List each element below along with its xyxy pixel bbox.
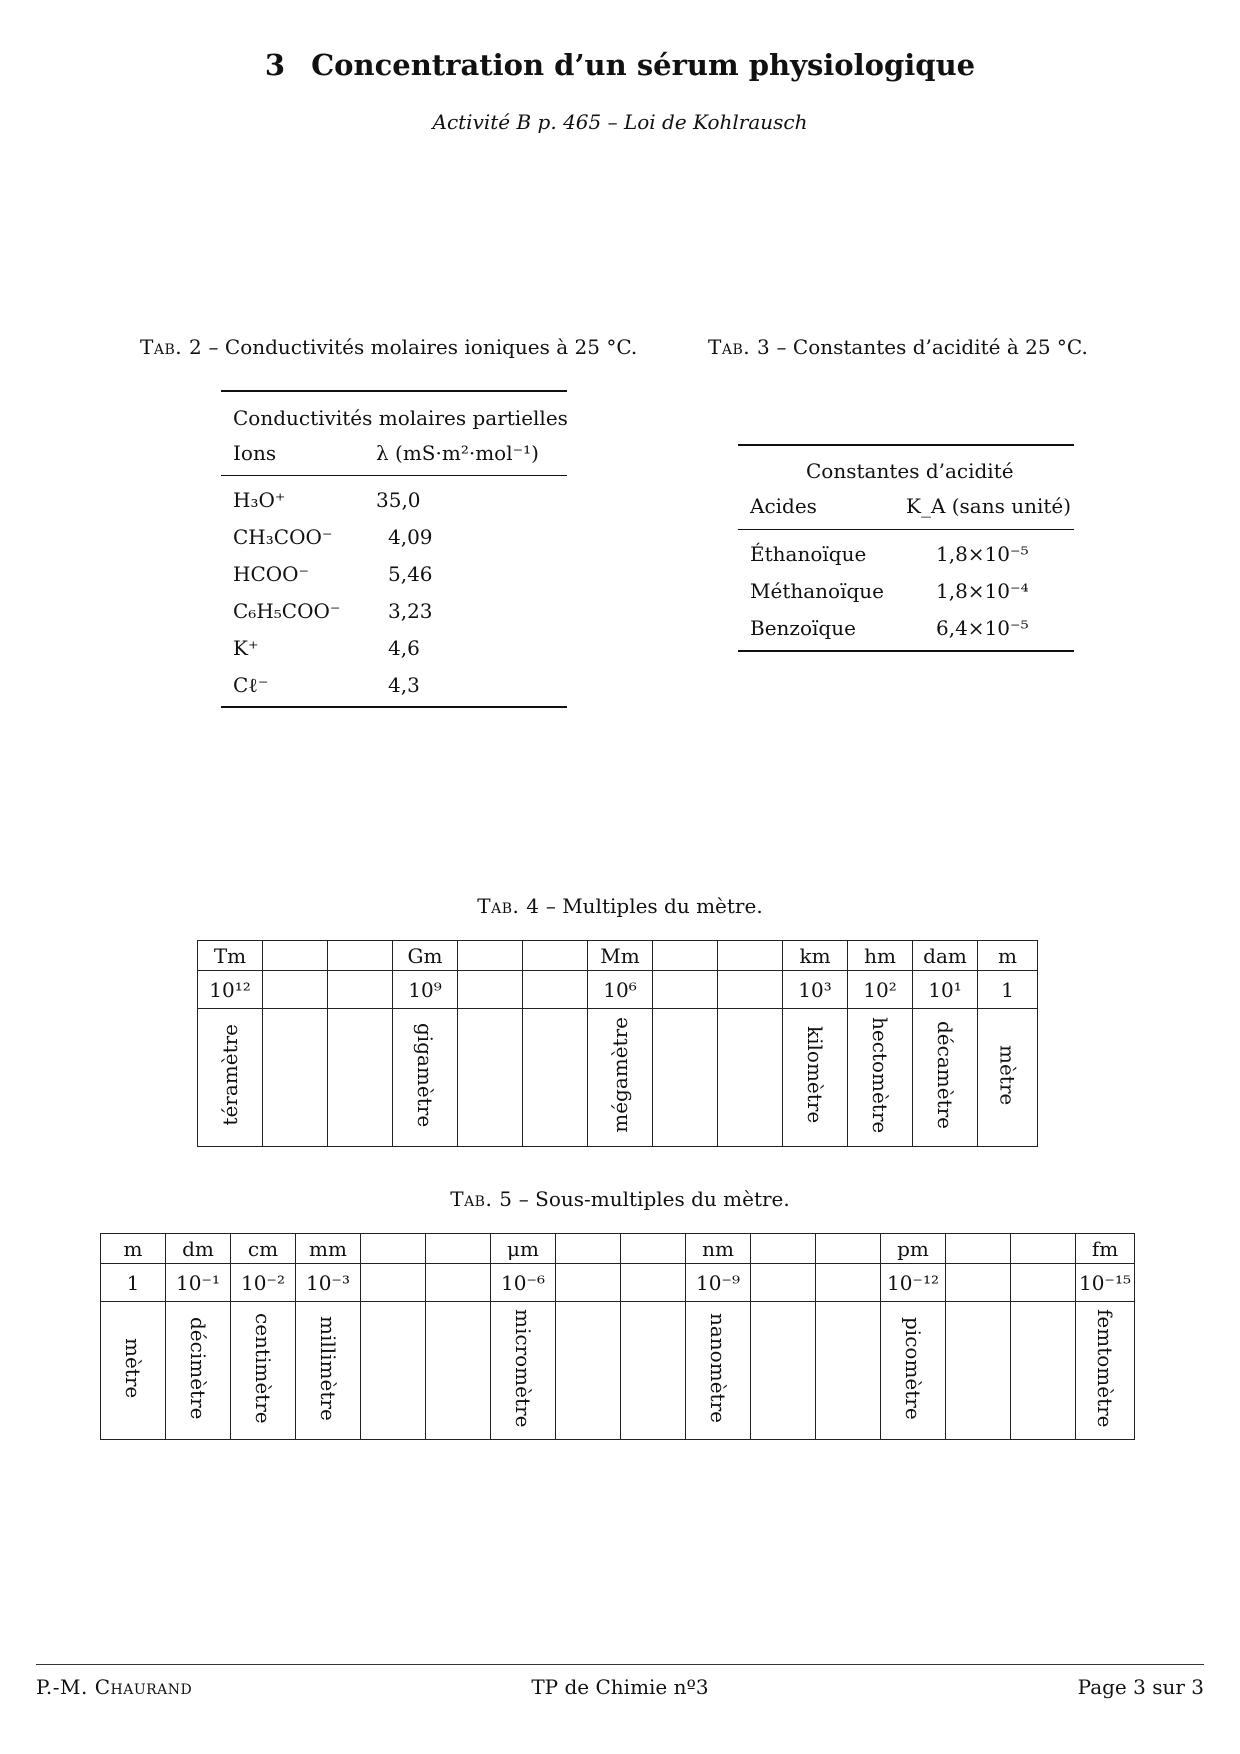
tab4-caption-text: – Multiples du mètre. (539, 894, 763, 918)
tab2-table (221, 390, 567, 708)
tab2-top-rule (221, 390, 567, 392)
tab4-name-cell (718, 1009, 783, 1147)
tab4-power-cell: 10² (848, 971, 913, 1009)
tab5-name-cell (1011, 1302, 1076, 1440)
tab5-name-cell (166, 1302, 231, 1440)
tab5-name-cell (296, 1302, 361, 1440)
tab5-name: millimètre (316, 1315, 340, 1421)
tab4-symbol-cell: km (783, 941, 848, 971)
tab5-power-cell (361, 1264, 426, 1302)
tab3-group-header: Constantes d’acidité (806, 459, 1014, 483)
tab4-symbol-cell: Mm (588, 941, 653, 971)
tab4-symbol-cell: hm (848, 941, 913, 971)
tab2-col-lambda: λ (mS·m²·mol⁻¹) (376, 441, 539, 465)
tab5-power-cell: 10⁻¹⁵ (1076, 1264, 1135, 1302)
tab4-power-cell: 10⁹ (393, 971, 458, 1009)
tab4-name: gigamètre (413, 1022, 437, 1128)
tab4-power-cell: 10⁶ (588, 971, 653, 1009)
tab4-symbol-cell (328, 941, 393, 971)
tab5-symbol-cell (1011, 1234, 1076, 1264)
tab2-mid-rule (221, 475, 567, 476)
section-number: 3 (264, 48, 286, 82)
tab4-power-cell: 10³ (783, 971, 848, 1009)
footer-page-number: Page 3 sur 3 (1077, 1675, 1204, 1699)
tab4-name-cell (913, 1009, 978, 1147)
tab3-ka: 1,8×10⁻⁵ (936, 542, 1029, 566)
section-heading (0, 48, 1240, 82)
tab2-col-ions: Ions (233, 441, 277, 465)
tab4-symbol-cell: m (978, 941, 1038, 971)
tab3-col-ka: K_A (sans unité) (906, 494, 1072, 518)
tab5-symbol-cell: nm (686, 1234, 751, 1264)
tab2-ion: K⁺ (233, 636, 259, 660)
tab5-caption (0, 1187, 1240, 1211)
tab4-symbol-cell (263, 941, 328, 971)
tab5-symbol-cell: pm (881, 1234, 946, 1264)
tab5-name-cell (491, 1302, 556, 1440)
tab5-symbol-cell (556, 1234, 621, 1264)
tab5-symbol-cell (361, 1234, 426, 1264)
tab4-name: téramètre (218, 1024, 242, 1126)
tab5-power-cell (556, 1264, 621, 1302)
tab4-name-cell (198, 1009, 263, 1147)
tab4-symbol-cell: Tm (198, 941, 263, 971)
tab2-caption (140, 335, 637, 359)
tab2-caption-text: – Conductivités molaires ioniques à 25 °C. (202, 335, 638, 359)
tab5-symbol-cell: dm (166, 1234, 231, 1264)
tab2-value: 4,3 (388, 673, 420, 697)
tab5-name-cell (816, 1302, 881, 1440)
tab4-name-cell (263, 1009, 328, 1147)
section-title: Concentration d’un sérum physiologique (311, 48, 976, 82)
tab5-name-cell (426, 1302, 491, 1440)
tab5-power-cell (426, 1264, 491, 1302)
tab5-name-cell (881, 1302, 946, 1440)
tab4-name: kilomètre (803, 1026, 827, 1124)
tab4-name-cell (328, 1009, 393, 1147)
tab3-top-rule (738, 444, 1074, 446)
tab5-name-cell (686, 1302, 751, 1440)
tab4-name-cell (523, 1009, 588, 1147)
tab2-ion: Cℓ⁻ (233, 673, 269, 697)
tab5-symbol-cell: fm (1076, 1234, 1135, 1264)
tab5-name-cell (946, 1302, 1011, 1440)
tab4-name: mètre (995, 1044, 1020, 1106)
tab4-symbol-cell (718, 941, 783, 971)
tab5-symbol-cell (816, 1234, 881, 1264)
tab5-power-cell (1011, 1264, 1076, 1302)
tab5-name: décimètre (186, 1316, 210, 1420)
tab3-caption-label: Tab. 3 (708, 335, 771, 359)
tab5-symbol-cell: mm (296, 1234, 361, 1264)
tab3-caption (708, 335, 1088, 359)
tab3-table (738, 444, 1074, 654)
tab4-name-cell (783, 1009, 848, 1147)
tab4-name: mégamètre (608, 1017, 632, 1133)
section-subtitle: Activité B p. 465 – Loi de Kohlrausch (432, 110, 808, 134)
tab4-name-cell (458, 1009, 523, 1147)
tab5-name-cell (1076, 1302, 1135, 1440)
tab5-name: centimètre (251, 1312, 275, 1424)
tab5-name: femtomètre (1093, 1308, 1117, 1428)
tab5-power-cell: 10⁻¹ (166, 1264, 231, 1302)
tab4-power-cell: 10¹ (913, 971, 978, 1009)
tab5-name: mètre (121, 1337, 145, 1399)
tab3-ka: 6,4×10⁻⁵ (936, 616, 1029, 640)
tab5-symbol-cell: m (101, 1234, 166, 1264)
tab4-power-cell (718, 971, 783, 1009)
tab5-name-cell (556, 1302, 621, 1440)
tab5-power-cell: 10⁻⁶ (491, 1264, 556, 1302)
tab5-symbol-cell (751, 1234, 816, 1264)
tab5-table (100, 1233, 1135, 1440)
tab5-symbol-cell (621, 1234, 686, 1264)
footer-rule (36, 1664, 1204, 1665)
tab5-name: picomètre (901, 1316, 925, 1420)
tab4-symbol-cell (653, 941, 718, 971)
tab5-power-cell (946, 1264, 1011, 1302)
tab5-name-cell (751, 1302, 816, 1440)
tab4-power-cell (653, 971, 718, 1009)
tab4-power-cell: 10¹² (198, 971, 263, 1009)
tab3-acid: Méthanoïque (750, 579, 884, 603)
tab5-symbol-cell: cm (231, 1234, 296, 1264)
tab5-power-cell: 10⁻³ (296, 1264, 361, 1302)
tab4-symbol-cell: dam (913, 941, 978, 971)
tab3-mid-rule (738, 529, 1074, 530)
tab2-bottom-rule (221, 706, 567, 708)
tab4-symbol-cell (523, 941, 588, 971)
tab5-name-cell (621, 1302, 686, 1440)
tab4-name-cell (393, 1009, 458, 1147)
tab2-ion: CH₃COO⁻ (233, 525, 333, 549)
tab2-ion: H₃O⁺ (233, 488, 286, 512)
tab2-value: 4,09 (388, 525, 433, 549)
tab5-power-cell (751, 1264, 816, 1302)
tab2-value: 4,6 (388, 636, 420, 660)
tab5-caption-label: Tab. 5 (450, 1187, 513, 1211)
tab2-value: 3,23 (388, 599, 433, 623)
tab5-name-cell (231, 1302, 296, 1440)
tab5-power-cell: 1 (101, 1264, 166, 1302)
tab3-bottom-rule (738, 650, 1074, 652)
tab5-symbol-cell (946, 1234, 1011, 1264)
tab5-name: micromètre (511, 1308, 535, 1428)
tab5-name-cell (101, 1302, 166, 1440)
tab3-ka: 1,8×10⁻⁴ (936, 579, 1029, 603)
footer-course: TP de Chimie nº3 (531, 1675, 709, 1699)
tab5-power-cell (816, 1264, 881, 1302)
tab5-power-cell: 10⁻¹² (881, 1264, 946, 1302)
tab2-ion: HCOO⁻ (233, 562, 310, 586)
tab4-power-cell (263, 971, 328, 1009)
tab3-acid: Éthanoïque (750, 542, 867, 566)
footer-author: P.-M. Chaurand (36, 1675, 193, 1699)
tab4-name: décamètre (933, 1021, 957, 1129)
tab4-name-cell (978, 1009, 1038, 1147)
tab2-group-header: Conductivités molaires partielles (233, 406, 568, 430)
tab5-power-cell: 10⁻² (231, 1264, 296, 1302)
tab4-power-cell (523, 971, 588, 1009)
tab4-power-cell (458, 971, 523, 1009)
tab2-value: 35,0 (376, 488, 421, 512)
tab4-symbol-cell: Gm (393, 941, 458, 971)
tab3-acid: Benzoïque (750, 616, 856, 640)
tab4-caption (0, 894, 1240, 918)
tab4-name-cell (653, 1009, 718, 1147)
tab4-name-cell (848, 1009, 913, 1147)
tab2-ion: C₆H₅COO⁻ (233, 599, 341, 623)
tab5-power-cell: 10⁻⁹ (686, 1264, 751, 1302)
tab4-name-cell (588, 1009, 653, 1147)
tab5-name-cell (361, 1302, 426, 1440)
tab4-power-cell (328, 971, 393, 1009)
tab3-caption-text: – Constantes d’acidité à 25 °C. (770, 335, 1088, 359)
tab4-table (197, 940, 1038, 1147)
tab2-value: 5,46 (388, 562, 433, 586)
tab3-col-acides: Acides (750, 494, 817, 518)
tab5-symbol-cell (426, 1234, 491, 1264)
tab5-power-cell (621, 1264, 686, 1302)
tab5-caption-text: – Sous-multiples du mètre. (512, 1187, 790, 1211)
tab2-caption-label: Tab. 2 (140, 335, 203, 359)
tab4-power-cell: 1 (978, 971, 1038, 1009)
tab5-name: nanomètre (706, 1313, 730, 1423)
tab4-caption-label: Tab. 4 (477, 894, 540, 918)
tab4-symbol-cell (458, 941, 523, 971)
tab5-symbol-cell: μm (491, 1234, 556, 1264)
tab4-name: hectomètre (868, 1016, 892, 1134)
